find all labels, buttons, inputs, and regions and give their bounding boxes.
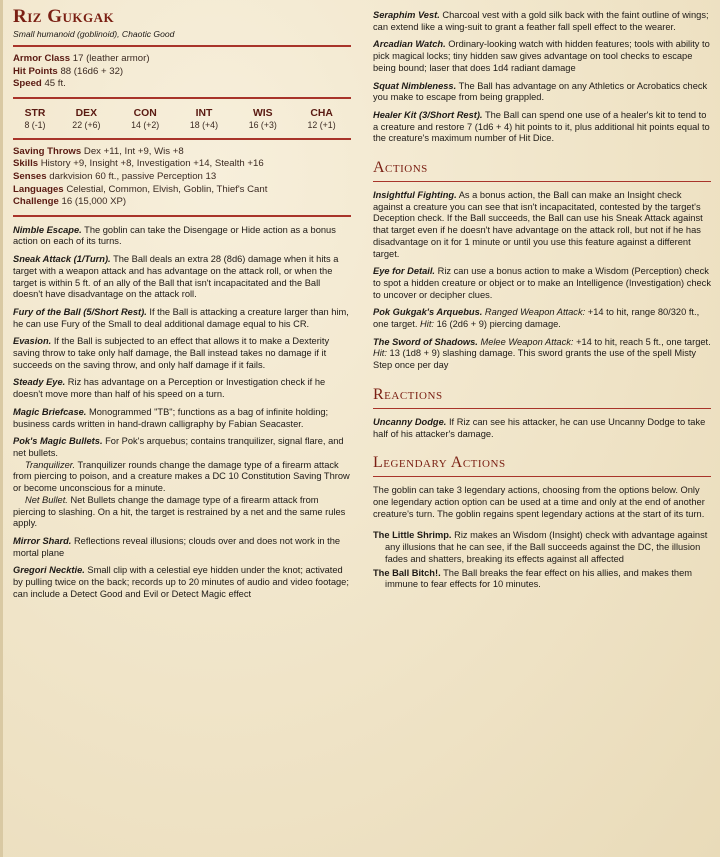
action-sword: The Sword of Shadows. Melee Weapon Attack: +14 to hit, reach 5 ft., one target. Hit: 13 (1d8 + 9) slashing damage. This sword grants the use of the spell Misty Step once per day [373,336,711,371]
divider [13,45,351,47]
languages: Languages Celestial, Common, Elvish, Goblin, Thief's Cant [13,183,268,195]
senses: Senses darkvision 60 ft., passive Perception 13 [13,170,217,182]
ability-score: 8 (-1) [24,119,46,130]
action-arquebus: Pok Gukgak's Arquebus. Ranged Weapon Attack: +14 to hit, range 80/320 ft., one target. Hit: 16 (2d6 + 9) piercing damage. [373,307,700,330]
sub-trait: Net Bullet. Net Bullets change the damage type of a firearm attack from piercing to slashing. On a hit, the target is restrained by a net and the same rules apply. [13,494,346,529]
legendary-action: The Little Shrimp. Riz makes an Wisdom (Insight) check with advantage against any illusions that he can see, if the Ball succeeds against the DC, the illusion fades and shatters, breaking its effects against all affected [373,530,708,564]
ability-name: CHA [310,107,333,119]
action: Eye for Detail. Riz can use a bonus action to make a Wisdom (Perception) check to spot a hidden creature or object or to make an Intelligence (Investigation) check to uncover or decipher clues. [373,266,711,300]
divider [13,97,351,99]
reaction: Uncanny Dodge. If Riz can see his attacker, he can use Uncanny Dodge to take half of his attacker's damage. [373,416,706,439]
sub-trait: Tranquilizer. Tranquilizer rounds change the damage type of a firearm attack from piercing to poison, and a creature makes a DC 10 Constitution Saving Throw or become unconscious for a minute. [13,459,350,494]
trait: Fury of the Ball (5/Short Rest). If the Ball is attacking a creature larger than him, he can use Fury of the Small to deal additional damage equal to his CR. [13,306,349,329]
monster-name: Riz Gukgak [13,6,115,27]
ability-score: 22 (+6) [72,119,101,130]
trait: Healer Kit (3/Short Rest). The Ball can spend one use of a healer's kit to tend to a creature and restore 7 (1d6 + 4) hit points to it, plus additional hit points equal to the creature's maximum number of Hit Dice. [373,109,710,144]
trait: Nimble Escape. The goblin can take the Disengage or Hide action as a bonus action on each of its turns. [13,224,336,247]
skills: Skills History +9, Insight +8, Investigation +14, Stealth +16 [13,158,264,170]
ability-score: 12 (+1) [307,119,336,130]
legendary-intro: The goblin can take 3 legendary actions, choosing from the options below. Only one legendary action option can be used at a time and only at the end of another creature's turn. The goblin regains spent legendary actions at the start of its turn. [373,485,705,519]
action: Insightful Fighting. As a bonus action, the Ball can make an Insight check against a creature you can see that isn't incapacitated, contested by the target's Deception check. If the Ball succeeds, the Ball can use his Sneak Attack against that target even if he doesn't have advantage on the attack roll, but not if he has disadvantage on it for 1 minute or until you use this feature against a different target. [373,190,703,259]
hit-points: Hit Points 88 (16d6 + 32) [13,65,124,77]
saving-throws: Saving Throws Dex +11, Int +9, Wis +8 [13,145,184,157]
trait: Pok's Magic Bullets. For Pok's arquebus; contains tranquilizer, signal flare, and net bullets. [13,436,344,458]
trait: Magic Briefcase. Monogrammed "TB"; functions as a bag of infinite holding; business cards written in hand-drawn calligraphy by Fabian Seacaster. [13,406,329,429]
legendary-action: The Ball Bitch!. The Ball breaks the fear effect on his allies, and makes them immune to fear effects for 10 minutes. [373,567,693,590]
divider [373,181,711,182]
divider [13,138,351,140]
ability-name: DEX [75,107,98,119]
ability-score: 16 (+3) [248,119,277,130]
trait: Gregori Necktie. Small clip with a celestial eye hidden under the knot; activated by pulling twice on the back; records up to 20 minutes of audio and video footage; can include a Detect Good and Evil or Detect Magic effect [13,565,349,599]
ability-scores [13,105,351,132]
trait: Mirror Shard. Reflections reveal illusions; clouds over and does not work in the mortal plane [13,535,341,558]
trait: Seraphim Vest. Charcoal vest with a gold silk back with the faint outline of wings; can extend like a wing-suit to grant a feather fall spell effect to the wearer. [373,10,709,32]
divider [373,408,711,409]
legendary-heading: Legendary Actions [373,454,506,472]
divider [373,476,711,477]
trait: Steady Eye. Riz has advantage on a Perception or Investigation check if he doesn't move more than half of his speed on a turn. [13,377,326,400]
reactions-heading: Reactions [373,385,443,403]
divider [13,215,351,217]
challenge: Challenge 16 (15,000 XP) [13,196,127,208]
right-column [373,10,711,593]
trait: Squat Nimbleness. The Ball has advantage on any Athletics or Acrobatics check you make to escape from being grappled. [373,80,708,103]
actions-heading: Actions [373,159,428,177]
ability-name: WIS [252,107,273,119]
ability-name: STR [24,107,46,119]
monster-subtitle: Small humanoid (goblinoid), Chaotic Good [13,29,175,39]
trait: Evasion. If the Ball is subjected to an effect that allows it to make a Dexterity saving throw to take only half damage, the Ball instead takes no damage if it succeeds on the saving throw, and only half damage if it fails. [13,336,330,370]
ability-score: 14 (+2) [131,119,160,130]
ability-name: INT [195,107,213,119]
ability-score: 18 (+4) [189,119,219,130]
trait: Sneak Attack (1/Turn). The Ball deals an extra 28 (8d6) damage when it hits a target with a weapon attack and has advantage on the attack roll, or when the target is within 5 ft. of an ally of the Ball that isn't incapacitated and the Ball doesn't have disadvantage on the attack roll. [13,254,339,300]
armor-class: Armor Class 17 (leather armor) [13,53,150,64]
trait: Arcadian Watch. Ordinary-looking watch with hidden features; tools with ability to pick magical locks; tiny hidden saw gives advantage on tool checks to escape being bound; laser that does 1d4 radiant damage [373,39,710,73]
speed: Speed 45 ft. [13,78,66,90]
ability-name: CON [133,107,157,119]
left-column [13,0,351,606]
